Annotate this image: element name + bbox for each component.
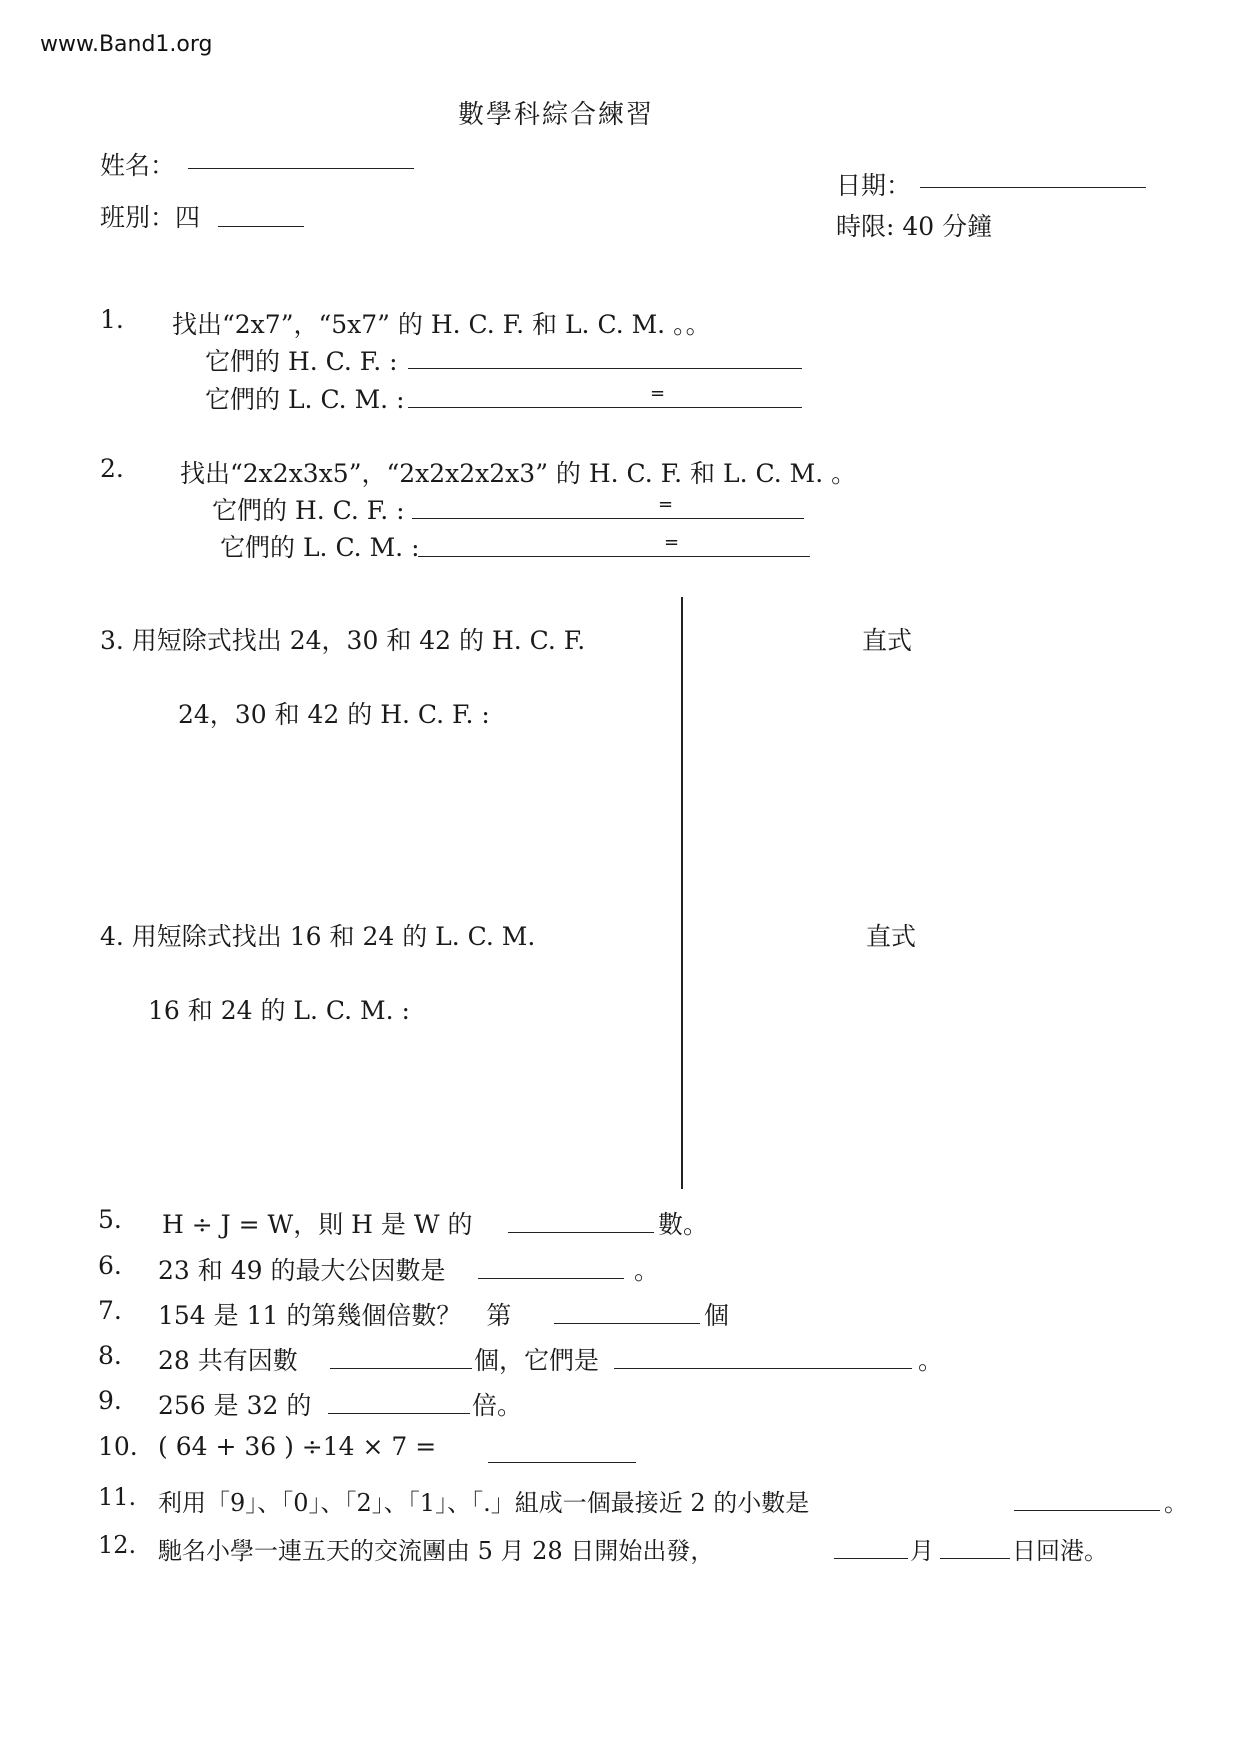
- date-label: 日期：: [836, 171, 912, 200]
- q7-blank[interactable]: [554, 1323, 700, 1324]
- q7-text: 154 是 11 的第幾個倍數？ 第: [158, 1301, 512, 1330]
- q2-number: 2.: [100, 454, 124, 483]
- q5-number: 5.: [98, 1205, 122, 1234]
- q4-work-label: 直式: [866, 922, 917, 951]
- q2-lcm-label: 它們的 L. C. M. :: [220, 533, 420, 562]
- q2-hcf-label: 它們的 H. C. F. :: [212, 496, 405, 525]
- q12-day-blank[interactable]: [940, 1558, 1010, 1559]
- q2-hcf-equals: =: [658, 494, 674, 515]
- q12-text: 馳名小學一連五天的交流團由 5 月 28 日開始出發，: [158, 1537, 715, 1565]
- q1-lcm-label: 它們的 L. C. M. :: [205, 385, 405, 414]
- site-watermark: www.Band1.org: [40, 32, 213, 57]
- q3-text: 3. 用短除式找出 24，30 和 42 的 H. C. F.: [100, 626, 586, 655]
- q8-number: 8.: [98, 1341, 122, 1370]
- q12-month-label: 月: [910, 1537, 934, 1565]
- q2-lcm-field[interactable]: [418, 556, 810, 557]
- q12-number: 12.: [98, 1531, 137, 1559]
- class-field[interactable]: [218, 226, 304, 227]
- q11-text: 利用「9」、「0」、「2」、「1」、「.」組成一個最接近 2 的小數是: [158, 1489, 810, 1517]
- q9-number: 9.: [98, 1386, 122, 1415]
- q9-suffix: 倍。: [472, 1391, 523, 1420]
- q5-suffix: 數。: [658, 1210, 709, 1239]
- time-limit: 時限: 40 分鐘: [836, 212, 993, 241]
- q10-blank[interactable]: [488, 1462, 636, 1463]
- q8-factors-blank[interactable]: [614, 1368, 912, 1369]
- date-field[interactable]: [920, 187, 1146, 188]
- q11-suffix: 。: [1164, 1489, 1188, 1517]
- work-area-divider: [681, 597, 683, 1189]
- q2-lcm-equals: =: [664, 532, 680, 553]
- q6-blank[interactable]: [478, 1278, 624, 1279]
- q6-text: 23 和 49 的最大公因數是: [158, 1256, 446, 1285]
- q8-suffix: 。: [918, 1346, 944, 1375]
- q7-suffix: 個: [704, 1301, 730, 1330]
- q2-text: 找出“2x2x3x5”，“2x2x2x2x3” 的 H. C. F. 和 L. C. M. 。: [180, 459, 857, 488]
- name-label: 姓名：: [100, 151, 176, 180]
- q6-suffix: 。: [634, 1256, 660, 1285]
- q1-hcf-label: 它們的 H. C. F. :: [205, 347, 398, 376]
- q8-text: 28 共有因數: [158, 1346, 298, 1375]
- q1-number: 1.: [100, 305, 124, 334]
- q3-answer-label: 24，30 和 42 的 H. C. F. :: [178, 700, 490, 729]
- q6-number: 6.: [98, 1251, 122, 1280]
- q9-text: 256 是 32 的: [158, 1391, 312, 1420]
- q7-number: 7.: [98, 1296, 122, 1325]
- name-field[interactable]: [188, 168, 414, 169]
- page-title: 數學科綜合練習: [458, 100, 655, 130]
- q11-blank[interactable]: [1014, 1510, 1160, 1511]
- q10-text: ( 64 + 36 ) ÷14 × 7 =: [158, 1432, 437, 1461]
- q1-lcm-field[interactable]: [408, 407, 802, 408]
- q8-count-blank[interactable]: [330, 1368, 472, 1369]
- q1-hcf-field[interactable]: [408, 368, 802, 369]
- q10-number: 10.: [98, 1432, 138, 1461]
- q5-blank[interactable]: [508, 1232, 654, 1233]
- q1-lcm-equals: =: [650, 383, 666, 404]
- q4-answer-label: 16 和 24 的 L. C. M. :: [148, 996, 410, 1025]
- q3-work-label: 直式: [862, 626, 913, 655]
- q5-text: H ÷ J = W，則 H 是 W 的: [162, 1210, 473, 1239]
- q2-hcf-field[interactable]: [412, 518, 804, 519]
- q1-text: 找出“2x7”，“5x7” 的 H. C. F. 和 L. C. M. 。。: [172, 310, 711, 339]
- q12-suffix: 日回港。: [1012, 1537, 1108, 1565]
- q9-blank[interactable]: [328, 1413, 470, 1414]
- q8-mid: 個，它們是: [474, 1346, 600, 1375]
- class-label: 班別：四: [100, 203, 201, 232]
- q4-text: 4. 用短除式找出 16 和 24 的 L. C. M.: [100, 922, 536, 951]
- q12-month-blank[interactable]: [834, 1558, 908, 1559]
- q11-number: 11.: [98, 1483, 137, 1511]
